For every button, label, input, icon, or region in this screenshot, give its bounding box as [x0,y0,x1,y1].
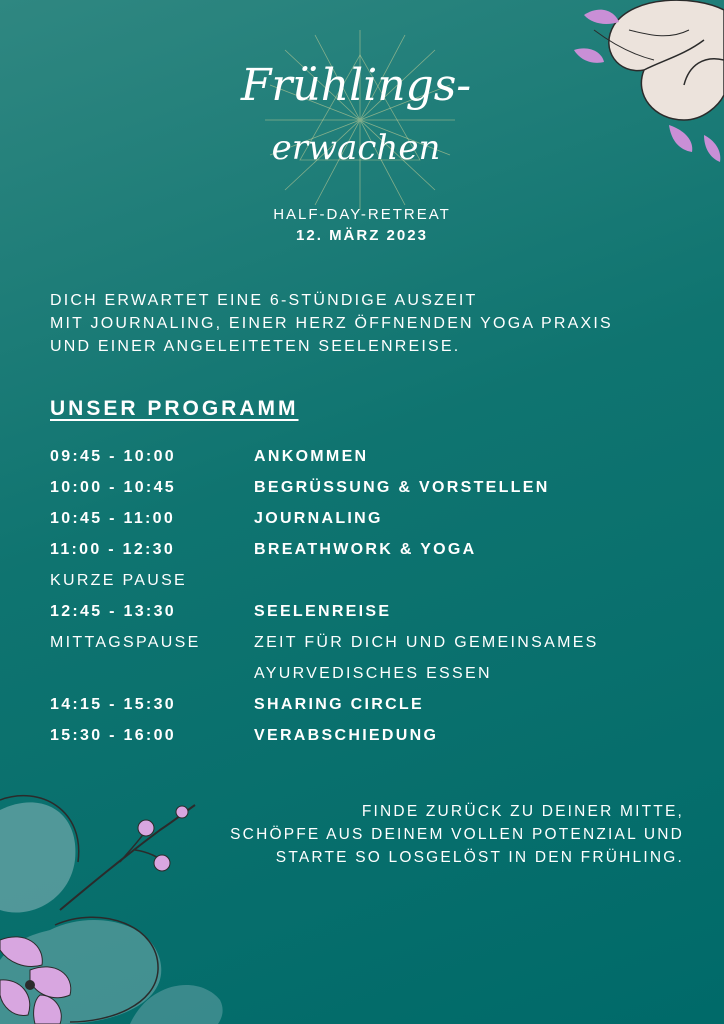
intro-line: UND EINER ANGELEITETEN SEELENREISE. [50,338,461,355]
schedule-break: KURZE PAUSE [50,572,188,589]
schedule-row [50,538,710,569]
schedule-activity: ANKOMMEN [254,448,369,465]
schedule-time: 15:30 - 16:00 [50,727,176,744]
schedule-row [50,631,710,662]
schedule-time: 12:45 - 13:30 [50,603,176,620]
title-line-2: erwachen [271,128,441,168]
schedule-row [50,569,710,600]
schedule-activity: SEELENREISE [254,603,392,620]
schedule-break: MITTAGSPAUSE [50,634,201,651]
blossom-branch-icon [0,790,240,1024]
schedule-activity: BREATHWORK & YOGA [254,541,477,558]
sunburst-icon [255,30,465,210]
closing-line: SCHÖPFE AUS DEINEM VOLLEN POTENZIAL UND [230,826,684,843]
schedule-activity: AYURVEDISCHES ESSEN [254,665,492,682]
schedule-row [50,724,710,755]
schedule-activity: ZEIT FÜR DICH UND GEMEINSAMES [254,634,599,651]
title-line-1: Frühlings- [240,60,472,111]
schedule-row [50,445,710,476]
schedule-row [50,476,710,507]
schedule-time: 10:45 - 11:00 [50,510,176,527]
schedule-activity: BEGRÜSSUNG & VORSTELLEN [254,479,550,496]
schedule-time: 10:00 - 10:45 [50,479,176,496]
schedule-activity: VERABSCHIEDUNG [254,727,439,744]
schedule-activity: SHARING CIRCLE [254,696,424,713]
program-heading: UNSER PROGRAMM [50,397,299,420]
program-schedule [50,445,710,755]
schedule-row [50,507,710,538]
schedule-activity: JOURNALING [254,510,383,527]
closing-line: FINDE ZURÜCK ZU DEINER MITTE, [361,803,684,820]
event-date: 12. MÄRZ 2023 [296,227,428,244]
intro-text [50,289,690,358]
schedule-time: 11:00 - 12:30 [50,541,176,558]
intro-line: MIT JOURNALING, EINER HERZ ÖFFNENDEN YOGA PRAXIS [50,315,613,332]
schedule-row [50,600,710,631]
intro-line: DICH ERWARTET EINE 6-STÜNDIGE AUSZEIT [50,292,478,309]
closing-line: STARTE SO LOSGELÖST IN DEN FRÜHLING. [275,849,684,866]
schedule-row [50,693,710,724]
event-type: HALF-DAY-RETREAT [273,206,451,223]
schedule-time: 09:45 - 10:00 [50,448,176,465]
schedule-time: 14:15 - 15:30 [50,696,176,713]
schedule-row [50,662,710,693]
